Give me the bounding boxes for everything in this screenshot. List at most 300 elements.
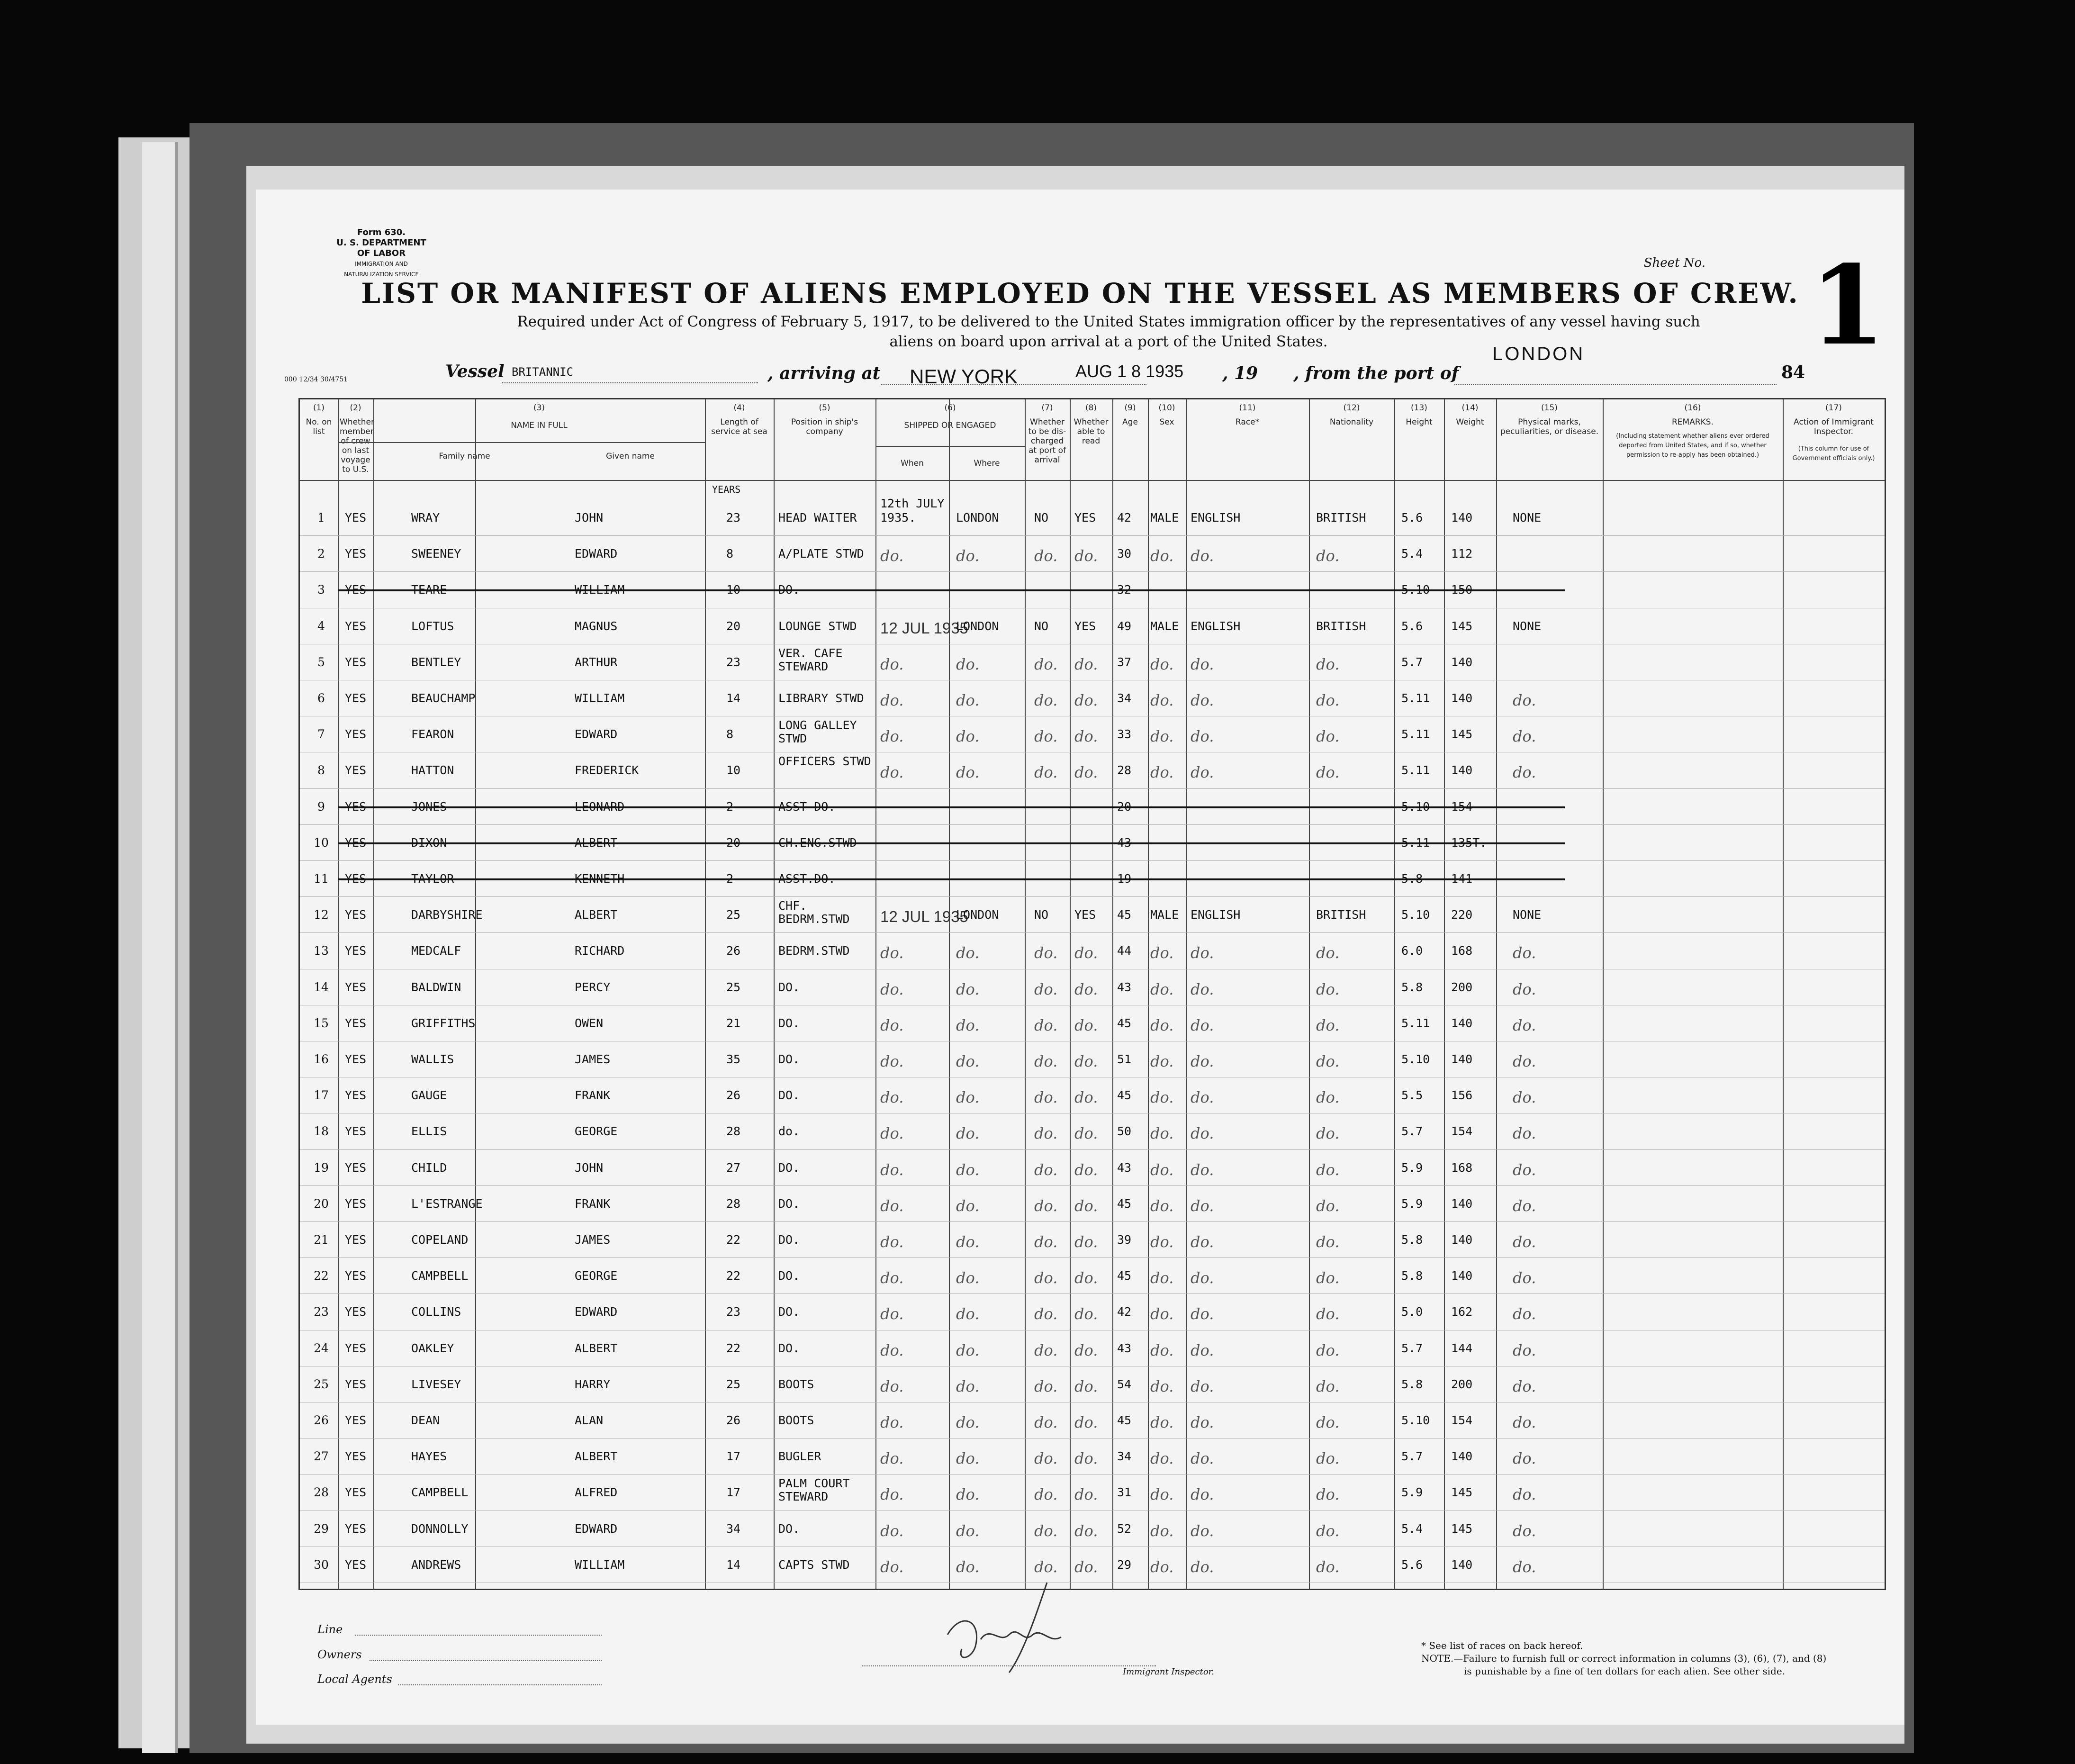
weight: 156 (1451, 1088, 1473, 1103)
race: do. (1191, 1160, 1214, 1179)
crew-last-voyage: YES (345, 1269, 367, 1283)
form-number: Form 630. (357, 227, 406, 237)
shipped-where: do. (956, 691, 980, 709)
age: 33 (1117, 727, 1132, 742)
row-number: 14 (314, 980, 329, 994)
weight: 162 (1451, 1305, 1473, 1319)
height: 5.9 (1401, 1196, 1423, 1211)
family-name: WRAY (411, 511, 440, 525)
years-at-sea: 21 (726, 1016, 741, 1030)
height: 5.7 (1401, 1449, 1423, 1464)
race: do. (1191, 1269, 1214, 1287)
nationality: do. (1316, 1485, 1340, 1504)
inspector-signature (929, 1564, 1128, 1677)
discharged: do. (1034, 1557, 1058, 1576)
height: 5.6 (1401, 1557, 1423, 1572)
row-rule (300, 824, 1885, 825)
crew-last-voyage: YES (345, 1305, 367, 1319)
row-rule (300, 535, 1885, 536)
crew-last-voyage: YES (345, 1341, 367, 1355)
weight: 140 (1451, 1269, 1473, 1283)
age: 32 (1117, 583, 1132, 597)
height: 5.10 (1401, 908, 1430, 922)
column-number: (1) (313, 403, 325, 413)
height: 5.4 (1401, 1521, 1423, 1536)
age: 45 (1117, 1016, 1132, 1030)
sex: do. (1150, 1413, 1174, 1431)
row-number: 11 (314, 872, 329, 886)
height: 5.7 (1401, 1124, 1423, 1139)
race: do. (1191, 1196, 1214, 1215)
family-name: CHILD (411, 1160, 447, 1175)
height: 5.6 (1401, 511, 1423, 525)
race: do. (1191, 763, 1214, 782)
family-name: GAUGE (411, 1088, 447, 1103)
family-name: ANDREWS (411, 1557, 461, 1572)
physical-marks: NONE (1513, 908, 1542, 922)
family-name: L'ESTRANGE (411, 1196, 483, 1211)
given-name: ALBERT (575, 835, 618, 850)
column-number: (4) (733, 403, 745, 413)
shipped-when: do. (880, 1449, 904, 1468)
row-number: 23 (314, 1305, 329, 1319)
able-to-read: do. (1074, 1233, 1098, 1251)
family-name: MEDCALF (411, 944, 461, 958)
column-number: (16) (1684, 403, 1701, 413)
shipped-when: do. (880, 655, 904, 673)
race: do. (1191, 980, 1214, 998)
row-number: 6 (317, 691, 325, 705)
nationality: do. (1316, 655, 1340, 673)
owners-dotline (370, 1660, 602, 1661)
column-header-c13: Height (1406, 417, 1433, 427)
years-at-sea: 26 (726, 944, 741, 958)
weight: 141 (1451, 872, 1473, 886)
given-name: JAMES (575, 1052, 611, 1066)
column-number: (3) (533, 403, 545, 413)
column-number: (11) (1239, 403, 1256, 413)
discharged: do. (1034, 1521, 1058, 1540)
strikethrough-line (338, 842, 1565, 844)
years-label: YEARS (712, 484, 741, 495)
column-subheader-c16b: (Including statement whether aliens ever ordered deported from United States, and if so, whether permission to re-apply has been obtained.) (1616, 433, 1769, 459)
race: do. (1191, 1088, 1214, 1107)
given-name: FREDERICK (575, 763, 639, 778)
weight: 140 (1451, 1052, 1473, 1066)
years-at-sea: 23 (726, 511, 741, 525)
column-divider (1394, 399, 1395, 1589)
physical-marks: do. (1513, 1269, 1536, 1287)
discharged: do. (1034, 1233, 1058, 1251)
years-at-sea: 10 (726, 583, 741, 597)
given-name: PERCY (575, 980, 611, 994)
years-at-sea: 25 (726, 1377, 741, 1391)
from-port: LONDON (1492, 344, 1585, 364)
years-at-sea: 22 (726, 1341, 741, 1355)
weight: 140 (1451, 1233, 1473, 1247)
height: 5.4 (1401, 547, 1423, 561)
able-to-read: do. (1074, 1160, 1098, 1179)
row-number: 30 (314, 1557, 329, 1572)
nationality: do. (1316, 763, 1340, 782)
shipped-where: LONDON (956, 511, 999, 525)
given-name: GEORGE (575, 1124, 618, 1139)
row-number: 28 (314, 1485, 329, 1500)
given-name: FRANK (575, 1196, 611, 1211)
age: 37 (1117, 655, 1132, 669)
able-to-read: do. (1074, 1124, 1098, 1143)
column-header-c6: SHIPPED OR ENGAGED (904, 421, 996, 430)
able-to-read: do. (1074, 1521, 1098, 1540)
sex: MALE (1150, 619, 1179, 633)
height: 5.7 (1401, 655, 1423, 669)
weight: 154 (1451, 1413, 1473, 1427)
family-name: DARBYSHIRE (411, 908, 483, 922)
crew-last-voyage: YES (345, 511, 367, 525)
age: 31 (1117, 1485, 1132, 1500)
able-to-read: do. (1074, 1449, 1098, 1468)
family-name: HATTON (411, 763, 454, 778)
vessel-label: Vessel (445, 362, 505, 381)
race: do. (1191, 1305, 1214, 1323)
height: 5.8 (1401, 872, 1423, 886)
agents-label: Local Agents (317, 1673, 392, 1686)
nationality: do. (1316, 1160, 1340, 1179)
height: 5.7 (1401, 1341, 1423, 1355)
weight: 140 (1451, 511, 1473, 525)
shipped-when: do. (880, 944, 904, 962)
age: 45 (1117, 908, 1132, 922)
age: 42 (1117, 511, 1132, 525)
shipped-when: do. (880, 1233, 904, 1251)
nationality: do. (1316, 1269, 1340, 1287)
crew-last-voyage: YES (345, 908, 367, 922)
years-at-sea: 26 (726, 1413, 741, 1427)
weight: 145 (1451, 727, 1473, 742)
physical-marks: do. (1513, 1413, 1536, 1431)
height: 5.8 (1401, 1233, 1423, 1247)
column-divider (949, 399, 950, 1589)
given-name: RICHARD (575, 944, 625, 958)
position: CAPTS STWD (778, 1557, 850, 1572)
column-header-c16: REMARKS. (1671, 417, 1714, 427)
height: 5.5 (1401, 1088, 1423, 1103)
row-number: 9 (317, 799, 325, 814)
row-rule (300, 571, 1885, 572)
column-divider (1148, 399, 1149, 1589)
row-number: 22 (314, 1269, 329, 1283)
from-label: , from the port of (1293, 363, 1459, 383)
position: DO. (778, 1305, 800, 1319)
nationality: BRITISH (1316, 908, 1366, 922)
age: 50 (1117, 1124, 1132, 1139)
column-divider (475, 399, 476, 1589)
sex: do. (1150, 1196, 1174, 1215)
shipped-when: do. (880, 1521, 904, 1540)
race: do. (1191, 1377, 1214, 1395)
name-subdivider (338, 442, 705, 443)
age: 42 (1117, 1305, 1132, 1319)
row-number: 3 (317, 583, 325, 597)
weight: 145 (1451, 619, 1473, 633)
year-label: , 19 (1222, 363, 1258, 383)
years-at-sea: 28 (726, 1124, 741, 1139)
years-at-sea: 10 (726, 763, 741, 778)
inspector-label: Immigrant Inspector. (1123, 1667, 1215, 1677)
height: 5.11 (1401, 763, 1430, 778)
column-header-c4: Length of service at sea (711, 417, 767, 436)
race: do. (1191, 1341, 1214, 1359)
column-divider (1112, 399, 1113, 1589)
column-header-c3: NAME IN FULL (511, 421, 568, 430)
nationality: BRITISH (1316, 619, 1366, 633)
weight: 145 (1451, 1521, 1473, 1536)
nationality: do. (1316, 1052, 1340, 1070)
years-at-sea: 22 (726, 1233, 741, 1247)
shipped-subdivider (875, 446, 1025, 447)
column-header-c2: Whether member of crew on last voyage to U.S. (340, 417, 374, 474)
sex: MALE (1150, 908, 1179, 922)
nationality: do. (1316, 727, 1340, 746)
race: do. (1191, 655, 1214, 673)
given-name: EDWARD (575, 727, 618, 742)
shipped-where: do. (956, 763, 980, 782)
weight: 150 (1451, 583, 1473, 597)
shipped-when: do. (880, 1016, 904, 1034)
row-rule (300, 896, 1885, 897)
column-subheader-c3b: Given name (606, 452, 655, 461)
position: LOUNGE STWD (778, 619, 857, 633)
weight: 112 (1451, 547, 1473, 561)
race: do. (1191, 1521, 1214, 1540)
shipped-when: do. (880, 727, 904, 746)
height: 5.8 (1401, 1269, 1423, 1283)
column-subheader-c17b: (This column for use of Government officials only.) (1792, 445, 1875, 462)
discharged: do. (1034, 944, 1058, 962)
sex: do. (1150, 1124, 1174, 1143)
given-name: GEORGE (575, 1269, 618, 1283)
row-number: 25 (314, 1377, 329, 1391)
able-to-read: do. (1074, 1269, 1098, 1287)
sex: do. (1150, 1160, 1174, 1179)
shipped-where: do. (956, 655, 980, 673)
shipped-where: do. (956, 1196, 980, 1215)
crew-last-voyage: YES (345, 1088, 367, 1103)
column-header-c12: Nationality (1329, 417, 1374, 427)
family-name: HAYES (411, 1449, 447, 1464)
family-name: SWEENEY (411, 547, 461, 561)
nationality: do. (1316, 1341, 1340, 1359)
shipped-where: do. (956, 1449, 980, 1468)
shipped-where: do. (956, 1269, 980, 1287)
shipped-where: do. (956, 1016, 980, 1034)
nationality: do. (1316, 547, 1340, 565)
crew-last-voyage: YES (345, 1233, 367, 1247)
able-to-read: do. (1074, 763, 1098, 782)
shipped-where: LONDON (956, 908, 999, 922)
discharged: do. (1034, 980, 1058, 998)
given-name: EDWARD (575, 1305, 618, 1319)
shipped-when: do. (880, 1377, 904, 1395)
sex: do. (1150, 1233, 1174, 1251)
sex: do. (1150, 1485, 1174, 1504)
shipped-when: 12th JULY 1935. (880, 497, 945, 525)
position: DO. (778, 1233, 800, 1247)
row-number: 21 (314, 1233, 329, 1247)
crew-last-voyage: YES (345, 1016, 367, 1030)
weight: 154 (1451, 1124, 1473, 1139)
age: 43 (1117, 1341, 1132, 1355)
race: ENGLISH (1191, 908, 1241, 922)
age: 45 (1117, 1088, 1132, 1103)
age: 54 (1117, 1377, 1132, 1391)
position: A/PLATE STWD (778, 547, 864, 561)
discharged: do. (1034, 1305, 1058, 1323)
inspector-dotline (862, 1665, 1156, 1666)
note-races: * See list of races on back hereof. (1421, 1640, 1583, 1651)
sex: do. (1150, 1269, 1174, 1287)
family-name: LOFTUS (411, 619, 454, 633)
nationality: do. (1316, 944, 1340, 962)
column-number: (15) (1541, 403, 1558, 413)
sex: do. (1150, 655, 1174, 673)
age: 43 (1117, 1160, 1132, 1175)
discharged: do. (1034, 547, 1058, 565)
sex: do. (1150, 1305, 1174, 1323)
years-at-sea: 2 (726, 872, 734, 886)
sex: do. (1150, 1088, 1174, 1107)
shipped-where: do. (956, 1233, 980, 1251)
position: OFFICERS STWD (778, 754, 871, 769)
discharged: NO (1034, 908, 1049, 922)
row-number: 20 (314, 1196, 329, 1211)
sex: do. (1150, 547, 1174, 565)
age: 45 (1117, 1269, 1132, 1283)
crew-last-voyage: YES (345, 872, 367, 886)
weight: 144 (1451, 1341, 1473, 1355)
race: do. (1191, 1124, 1214, 1143)
physical-marks: do. (1513, 1088, 1536, 1107)
row-number: 24 (314, 1341, 329, 1355)
family-name: BALDWIN (411, 980, 461, 994)
family-name: BENTLEY (411, 655, 461, 669)
sex: MALE (1150, 511, 1179, 525)
weight: 140 (1451, 691, 1473, 705)
family-name: CAMPBELL (411, 1269, 469, 1283)
discharged: do. (1034, 1269, 1058, 1287)
position: LONG GALLEY STWD (778, 718, 857, 746)
able-to-read: do. (1074, 1413, 1098, 1431)
race: do. (1191, 1449, 1214, 1468)
weight: 140 (1451, 1449, 1473, 1464)
crew-last-voyage: YES (345, 655, 367, 669)
discharged: do. (1034, 1124, 1058, 1143)
crew-last-voyage: YES (345, 1377, 367, 1391)
family-name: TAYLOR (411, 872, 454, 886)
family-name: DIXON (411, 835, 447, 850)
sex: do. (1150, 727, 1174, 746)
given-name: ALBERT (575, 908, 618, 922)
crew-last-voyage: YES (345, 835, 367, 850)
sheet-number: 1 (1809, 242, 1886, 370)
position: do. (778, 1124, 800, 1139)
height: 5.11 (1401, 835, 1430, 850)
position: VER. CAFE STEWARD (778, 646, 843, 673)
shipped-where: do. (956, 1305, 980, 1323)
column-divider (1444, 399, 1445, 1589)
physical-marks: do. (1513, 1016, 1536, 1034)
position: DO. (778, 1160, 800, 1175)
able-to-read: do. (1074, 1016, 1098, 1034)
height: 5.9 (1401, 1485, 1423, 1500)
shipped-when: do. (880, 763, 904, 782)
nationality: do. (1316, 1521, 1340, 1540)
height: 5.6 (1401, 619, 1423, 633)
height: 6.0 (1401, 944, 1423, 958)
nationality: do. (1316, 1377, 1340, 1395)
shipped-where: do. (956, 1485, 980, 1504)
able-to-read: do. (1074, 1196, 1098, 1215)
shipped-when: do. (880, 1196, 904, 1215)
row-rule (300, 1185, 1885, 1186)
given-name: FRANK (575, 1088, 611, 1103)
nationality: do. (1316, 980, 1340, 998)
row-number: 1 (317, 511, 325, 525)
physical-marks: NONE (1513, 619, 1542, 633)
nationality: do. (1316, 1088, 1340, 1107)
shipped-where: do. (956, 1052, 980, 1070)
column-divider (1025, 399, 1026, 1589)
able-to-read: do. (1074, 1341, 1098, 1359)
family-name: WALLIS (411, 1052, 454, 1066)
position: ASST.DO. (778, 872, 836, 886)
physical-marks: do. (1513, 1377, 1536, 1395)
shipped-when: do. (880, 1557, 904, 1576)
position: BUGLER (778, 1449, 821, 1464)
crew-last-voyage: YES (345, 1485, 367, 1500)
position: BOOTS (778, 1413, 814, 1427)
position: DO. (778, 1341, 800, 1355)
crew-last-voyage: YES (345, 1449, 367, 1464)
age: 52 (1117, 1521, 1132, 1536)
discharged: do. (1034, 655, 1058, 673)
years-at-sea: 23 (726, 1305, 741, 1319)
crew-last-voyage: YES (345, 1521, 367, 1536)
discharged: do. (1034, 1196, 1058, 1215)
family-name: CAMPBELL (411, 1485, 469, 1500)
given-name: KENNETH (575, 872, 625, 886)
position: PALM COURT STEWARD (778, 1476, 850, 1504)
position: HEAD WAITER (778, 511, 857, 525)
position: DO. (778, 1521, 800, 1536)
age: 43 (1117, 835, 1132, 850)
row-number: 7 (317, 727, 325, 742)
crew-last-voyage: YES (345, 763, 367, 778)
shipped-when: 12 JUL 1935 (880, 619, 968, 637)
age: 34 (1117, 1449, 1132, 1464)
physical-marks: do. (1513, 944, 1536, 962)
years-at-sea: 14 (726, 691, 741, 705)
family-name: ELLIS (411, 1124, 447, 1139)
weight: 200 (1451, 980, 1473, 994)
height: 5.8 (1401, 980, 1423, 994)
row-number: 19 (314, 1160, 329, 1175)
weight: 140 (1451, 763, 1473, 778)
family-name: GRIFFITHS (411, 1016, 476, 1030)
given-name: EDWARD (575, 547, 618, 561)
column-number: (9) (1124, 403, 1136, 413)
given-name: MAGNUS (575, 619, 618, 633)
